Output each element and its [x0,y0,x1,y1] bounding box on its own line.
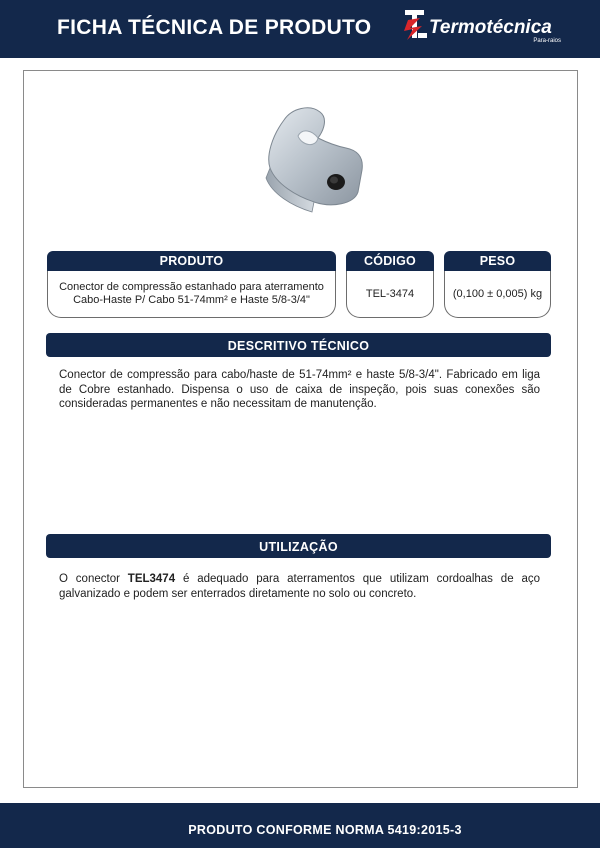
brand-name: Termotécnica [429,17,552,38]
footer-norm-text: PRODUTO CONFORME NORMA 5419:2015-3 [188,823,462,837]
peso-header: PESO [444,251,551,271]
codigo-header: CÓDIGO [346,251,434,271]
brand-tagline: Para-raios [533,38,561,44]
utilizacao-text [59,572,540,601]
tel-logo-icon [404,8,428,42]
peso-cell: (0,100 ± 0,005) kg [444,271,551,318]
header-bar [0,0,600,58]
descritivo-text: Conector de compressão para cabo/haste de 51-74mm² e haste 5/8-3/4". Fabricado em liga de Cobre estanhado. Dispensa o uso de caixa de inspeção, pois suas conexões são consideradas permanentes e não necessitam de manutenção. [59,369,540,410]
compression-connector-photo [262,100,372,215]
codigo-cell: TEL-3474 [346,271,434,318]
utilizacao-title: UTILIZAÇÃO [46,534,551,558]
produto-header: PRODUTO [47,251,336,271]
footer-bar [0,803,600,848]
page-title: FICHA TÉCNICA DE PRODUTO [57,16,372,39]
utilizacao-text-after: é adequado para aterramentos que utilizam cordoalhas de aço galvanizado e podem ser enterrados diretamente no solo ou concreto. [59,573,540,600]
utilizacao-code: TEL3474 [127,573,176,585]
brand-logo [404,8,584,50]
descritivo-title: DESCRITIVO TÉCNICO [46,333,551,357]
produto-cell: Conector de compressão estanhado para aterramento Cabo-Haste P/ Cabo 51-74mm² e Haste 5/8-3/4" [47,271,336,318]
utilizacao-text-before: O conector [59,573,128,585]
